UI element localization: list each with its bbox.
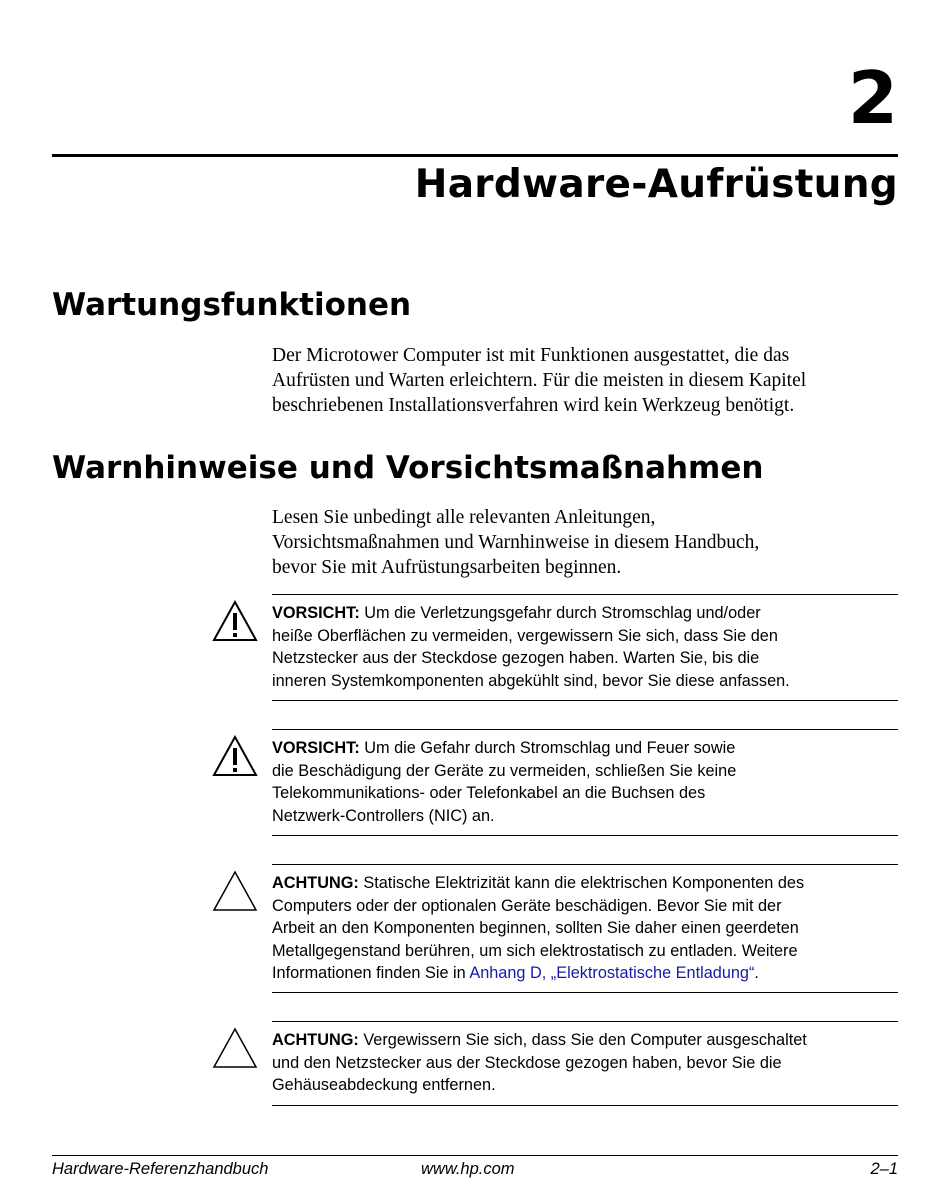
chapter-title: Hardware-Aufrüstung bbox=[414, 162, 898, 207]
warning-exclamation-icon bbox=[212, 735, 258, 777]
caution-triangle-icon bbox=[212, 1027, 258, 1069]
notice-line: Computers oder der optionalen Geräte beschädigen. Bevor Sie mit der bbox=[272, 896, 782, 915]
notice-text bbox=[272, 1029, 898, 1097]
notice-rule-top bbox=[272, 864, 898, 865]
notice-line-end: . bbox=[754, 964, 759, 983]
notice-text bbox=[272, 872, 898, 985]
notice-label: VORSICHT: bbox=[272, 739, 360, 757]
chapter-rule bbox=[52, 154, 898, 157]
notice-achtung-1 bbox=[212, 864, 898, 996]
notice-line: Um die Gefahr durch Stromschlag und Feuer sowie bbox=[359, 739, 736, 757]
footer-manual-title: Hardware-Referenzhandbuch bbox=[52, 1160, 269, 1178]
footer-rule bbox=[52, 1155, 898, 1156]
chapter-number: 2 bbox=[847, 56, 898, 140]
notice-rule-top bbox=[272, 594, 898, 595]
notice-line: inneren Systemkomponenten abgekühlt sind, bevor Sie diese anfassen. bbox=[272, 671, 790, 690]
appendix-d-link[interactable]: Anhang D, „Elektrostatische Entladung“ bbox=[469, 964, 755, 983]
notice-line: Metallgegenstand berühren, um sich elektrostatisch zu entladen. Weitere bbox=[272, 941, 798, 960]
notice-rule-bottom bbox=[272, 992, 898, 993]
notice-line: Vergewissern Sie sich, dass Sie den Computer ausgeschaltet bbox=[358, 1031, 807, 1049]
notice-label: VORSICHT: bbox=[272, 604, 360, 622]
notice-text bbox=[272, 602, 898, 692]
notice-text bbox=[272, 737, 898, 827]
notice-line: heiße Oberflächen zu vermeiden, vergewissern Sie sich, dass Sie den bbox=[272, 626, 778, 645]
notice-line: Netzwerk-Controllers (NIC) an. bbox=[272, 806, 495, 825]
notice-line: Arbeit an den Komponenten beginnen, sollten Sie daher einen geerdeten bbox=[272, 919, 799, 938]
section-heading-warnhinweise: Warnhinweise und Vorsichtsmaßnahmen bbox=[52, 450, 764, 486]
notice-line: Informationen finden Sie in bbox=[272, 964, 470, 983]
notice-rule-bottom bbox=[272, 700, 898, 701]
notice-line: die Beschädigung der Geräte zu vermeiden, schließen Sie keine bbox=[272, 761, 737, 780]
notice-line: Um die Verletzungsgefahr durch Stromschlag und/oder bbox=[359, 604, 761, 622]
notice-line: Netzstecker aus der Steckdose gezogen haben. Warten Sie, bis die bbox=[272, 649, 760, 668]
notice-rule-bottom bbox=[272, 1105, 898, 1106]
caution-triangle-icon bbox=[212, 870, 258, 912]
notice-line: und den Netzstecker aus der Steckdose gezogen haben, bevor Sie die bbox=[272, 1053, 782, 1072]
notice-achtung-2 bbox=[212, 1021, 898, 1109]
notice-line: Statische Elektrizität kann die elektrischen Komponenten des bbox=[358, 874, 805, 892]
notice-line: Telekommunikations- oder Telefonkabel an die Buchsen des bbox=[272, 784, 706, 803]
footer-url[interactable]: www.hp.com bbox=[421, 1160, 515, 1178]
section-heading-wartungsfunktionen: Wartungsfunktionen bbox=[52, 287, 412, 323]
notice-rule-bottom bbox=[272, 835, 898, 836]
notice-rule-top bbox=[272, 1021, 898, 1022]
notice-rule-top bbox=[272, 729, 898, 730]
notice-vorsicht-2 bbox=[212, 729, 898, 839]
footer-page-number: 2–1 bbox=[870, 1160, 898, 1178]
notice-line: Gehäuseabdeckung entfernen. bbox=[272, 1076, 496, 1095]
notice-label: ACHTUNG: bbox=[272, 1031, 359, 1049]
notice-label: ACHTUNG: bbox=[272, 874, 359, 892]
notice-vorsicht-1 bbox=[212, 594, 898, 704]
section-body-warnhinweise: Lesen Sie unbedingt alle relevanten Anleitungen, Vorsichtsmaßnahmen und Warnhinweise in diesem Handbuch, bevor Sie mit Aufrüstungsarbeiten beginnen. bbox=[272, 507, 760, 578]
warning-exclamation-icon bbox=[212, 600, 258, 642]
section-body-wartungsfunktionen: Der Microtower Computer ist mit Funktionen ausgestattet, die das Aufrüsten und Warten erleichtern. Für die meisten in diesem Kapitel beschriebenen Installationsverfahren wird kein Werkzeug benötigt. bbox=[272, 345, 807, 416]
